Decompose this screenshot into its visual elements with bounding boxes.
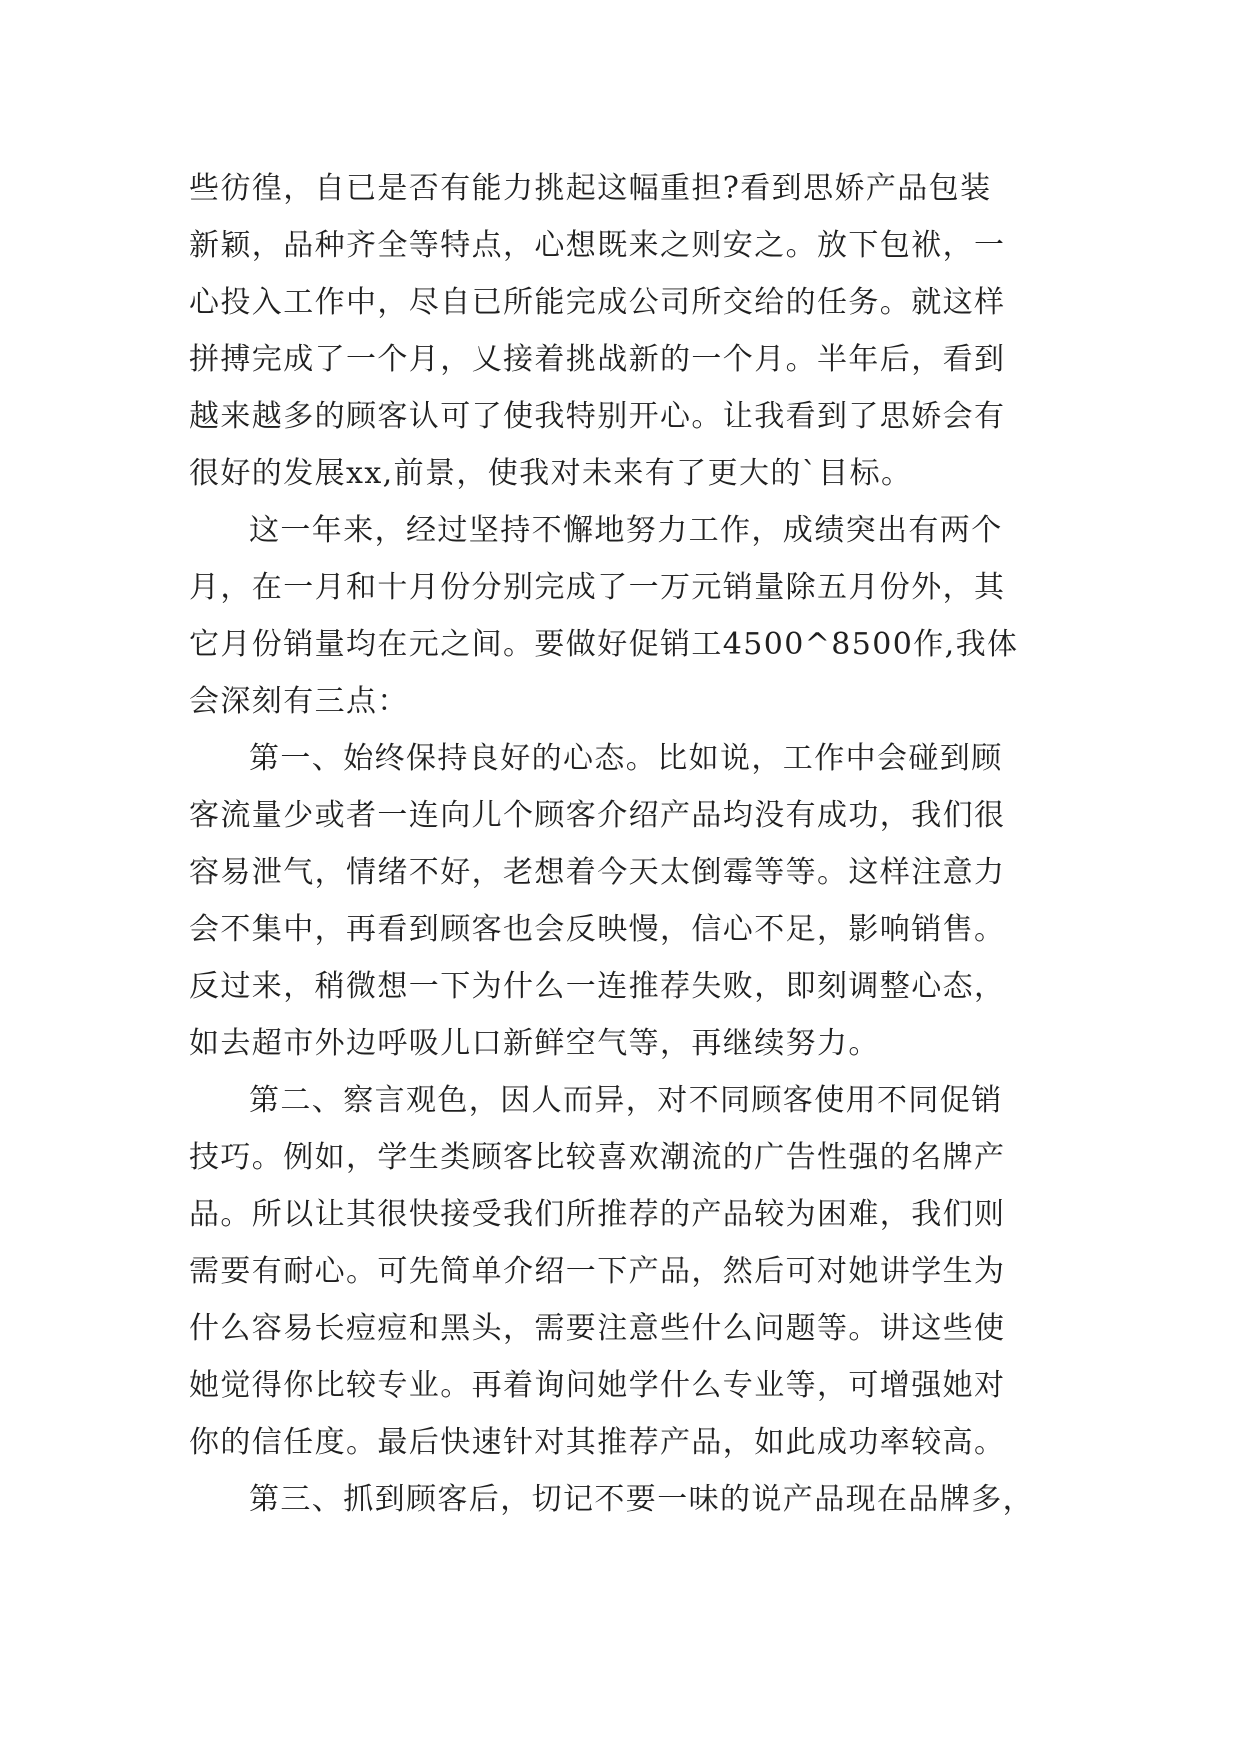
text-line: 反过来，稍微想一下为什么一连推荐失败，即刻调整心态， (189, 969, 1006, 1004)
text-line: 客流量少或者一连向儿个顾客介绍产品均没有成功，我们很 (189, 798, 1006, 833)
text-line: 她觉得你比较专业。再着询问她学什么专业等，可增强她对 (189, 1368, 1006, 1403)
text-line: 新颖，品种齐全等特点，心想既来之则安之。放下包袱，一 (189, 228, 1006, 263)
text-line: 些彷徨，自已是否有能力挑起这幅重担?看到思娇产品包装 (189, 171, 992, 206)
text-line: 需要有耐心。可先简单介绍一下产品，然后可对她讲学生为 (189, 1254, 1006, 1289)
text-line: 技巧。例如，学生类顾客比较喜欢潮流的广告性强的名牌产 (189, 1140, 1006, 1175)
document-body (189, 160, 1069, 1528)
text-line: 你的信任度。最后快速针对其推荐产品，如此成功率较高。 (189, 1425, 1006, 1460)
paragraph-first-line: 第三、抓到顾客后，切记不要一味的说产品现在品牌多， (249, 1482, 1034, 1517)
text-line: 心投入工作中，尽自已所能完成公司所交给的任务。就这样 (189, 285, 1006, 320)
text-line: 它月份销量均在元之间。要做好促销工4500^8500作,我体 (189, 627, 1019, 662)
paragraph-first-line: 第一、始终保持良好的心态。比如说，工作中会碰到顾 (249, 741, 1003, 776)
text-line: 会深刻有三点： (189, 684, 409, 719)
paragraph-first-line: 第二、察言观色，因人而异，对不同顾客使用不同促销 (249, 1083, 1003, 1118)
text-line: 拼搏完成了一个月，乂接着挑战新的一个月。半年后，看到 (189, 342, 1006, 377)
text-line: 月，在一月和十月份分别完成了一万元销量除五月份外，其 (189, 570, 1006, 605)
text-line: 如去超市外边呼吸儿口新鲜空气等，再继续努力。 (189, 1026, 880, 1061)
text-line: 会不集中，再看到顾客也会反映慢，信心不足，影响销售。 (189, 912, 1006, 947)
text-line: 很好的发展xx,前景，使我对未来有了更大的`目标。 (189, 456, 913, 491)
text-line: 容易泄气，情绪不好，老想着今天太倒霉等等。这样注意力 (189, 855, 1006, 890)
text-line: 越来越多的顾客认可了使我特别开心。让我看到了思娇会有 (189, 399, 1006, 434)
paragraph-first-line: 这一年来，经过坚持不懈地努力工作，成绩突出有两个 (249, 513, 1003, 548)
text-line: 什么容易长痘痘和黑头，需要注意些什么问题等。讲这些使 (189, 1311, 1006, 1346)
text-line: 品。所以让其很快接受我们所推荐的产品较为困难，我们则 (189, 1197, 1006, 1232)
